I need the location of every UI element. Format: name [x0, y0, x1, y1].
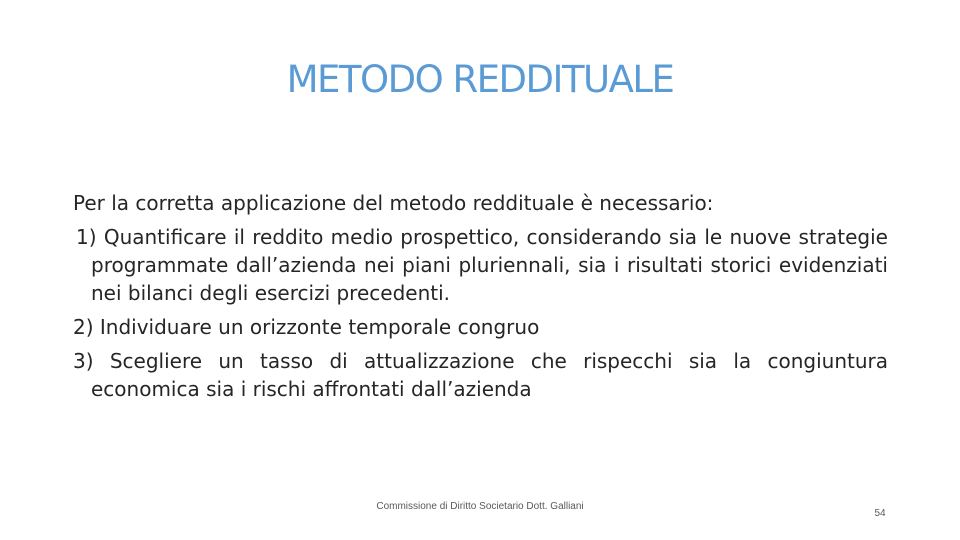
slide-body: [73, 186, 888, 403]
list-item-2: 2) Individuare un orizzonte temporale congruo: [73, 315, 540, 339]
list-item-3: 3) Scegliere un tasso di attualizzazione che rispecchi sia la congiuntura economica sia i rischi affrontati dall’azienda: [73, 349, 888, 401]
page-number: 54: [874, 508, 886, 519]
slide-title: METODO REDDITUALE: [286, 58, 674, 101]
list-item-1: 1) Quantificare il reddito medio prospettico, considerando sia le nuove strategie programmate dall’azienda nei piani pluriennali, sia i risultati storici evidenziati nei bilanci degli esercizi precedenti.: [76, 225, 888, 305]
footer-text: Commissione di Diritto Societario Dott. Galliani: [376, 501, 584, 512]
intro-text: Per la corretta applicazione del metodo reddituale è necessario:: [73, 191, 714, 215]
